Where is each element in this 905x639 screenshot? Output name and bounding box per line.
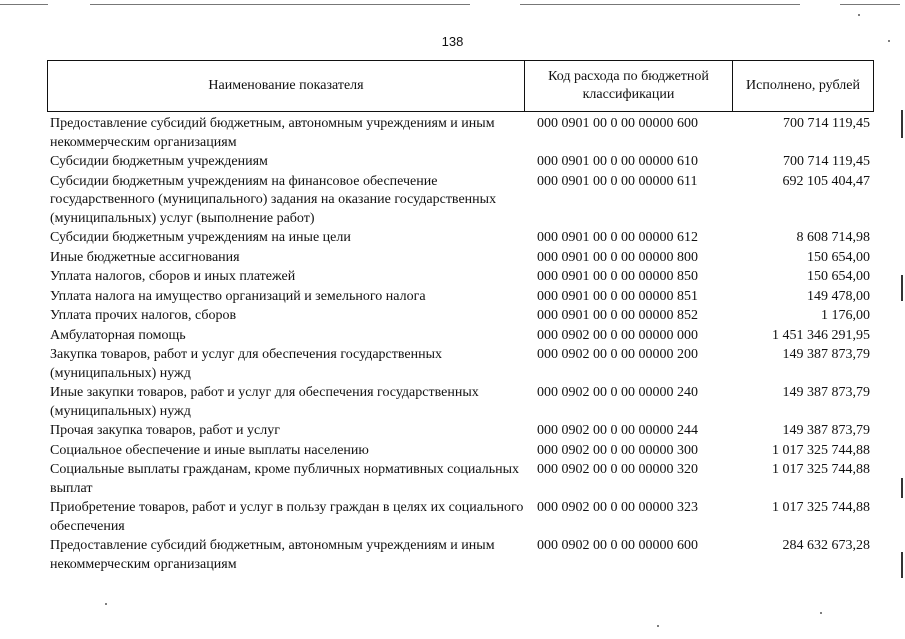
row-name: Уплата налога на имущество организаций и земельного налога xyxy=(50,288,426,304)
scan-edge-line xyxy=(0,4,905,6)
header-amount: Исполнено, рублей xyxy=(746,78,860,93)
row-amount: 149 387 873,79 xyxy=(782,423,870,438)
row-amount: 692 105 404,47 xyxy=(782,173,870,189)
row-amount: 284 632 673,28 xyxy=(782,538,870,553)
row-name: Приобретение товаров, работ и услуг в пользу граждан в целях их социального обеспечения xyxy=(50,500,524,534)
row-code: 000 0901 00 0 00 00000 611 xyxy=(537,173,698,189)
row-amount: 149 387 873,79 xyxy=(782,385,870,400)
page-number: 138 xyxy=(441,34,464,49)
row-code: 000 0901 00 0 00 00000 612 xyxy=(537,230,698,245)
table-row xyxy=(47,115,874,152)
row-amount: 1 017 325 744,88 xyxy=(772,442,870,458)
scan-speck xyxy=(657,625,659,627)
row-code: 000 0901 00 0 00 00000 610 xyxy=(537,154,698,169)
row-name: Закупка товаров, работ и услуг для обеспечения государственных (муниципальных) нужд xyxy=(50,347,443,381)
row-amount: 149 478,00 xyxy=(807,288,870,304)
row-code: 000 0901 00 0 00 00000 850 xyxy=(537,269,698,284)
table-row xyxy=(47,153,874,172)
scan-edge-mark xyxy=(901,110,903,138)
row-name: Предоставление субсидий бюджетным, автономным учреждениям и иным некоммерческим организациям xyxy=(50,538,495,572)
row-code: 000 0902 00 0 00 00000 244 xyxy=(537,423,698,438)
row-code: 000 0901 00 0 00 00000 852 xyxy=(537,308,698,323)
scan-edge-mark xyxy=(901,478,903,498)
scan-edge-mark xyxy=(901,552,903,578)
row-code: 000 0902 00 0 00 00000 300 xyxy=(537,442,698,458)
scan-edge-mark xyxy=(901,275,903,301)
scan-speck xyxy=(105,603,107,605)
row-code: 000 0901 00 0 00 00000 851 xyxy=(537,288,698,304)
table-row xyxy=(47,384,874,421)
row-code: 000 0902 00 0 00 00000 323 xyxy=(537,500,698,515)
table-row xyxy=(47,442,874,461)
row-name: Социальное обеспечение и иные выплаты населению xyxy=(50,442,369,458)
table-row xyxy=(47,173,874,229)
table-row xyxy=(47,307,874,326)
row-name: Уплата прочих налогов, сборов xyxy=(50,308,237,323)
row-amount: 1 176,00 xyxy=(821,308,870,323)
row-name: Уплата налогов, сборов и иных платежей xyxy=(50,269,296,284)
row-code: 000 0902 00 0 00 00000 240 xyxy=(537,385,698,400)
table-row xyxy=(47,346,874,383)
row-code: 000 0902 00 0 00 00000 320 xyxy=(537,462,698,477)
row-amount: 1 017 325 744,88 xyxy=(772,500,870,515)
scan-speck xyxy=(820,612,822,614)
table-body xyxy=(47,115,874,575)
table-row xyxy=(47,229,874,248)
row-name: Амбулаторная помощь xyxy=(50,327,186,343)
row-code: 000 0902 00 0 00 00000 600 xyxy=(537,538,698,553)
table-row xyxy=(47,249,874,268)
table-row xyxy=(47,537,874,574)
row-name: Иные бюджетные ассигнования xyxy=(50,249,240,265)
row-amount: 700 714 119,45 xyxy=(783,154,870,169)
row-amount: 1 017 325 744,88 xyxy=(772,462,870,477)
table-row xyxy=(47,327,874,346)
header-code: Код расхода по бюджетной классификации xyxy=(524,61,733,111)
row-amount: 8 608 714,98 xyxy=(796,230,870,245)
row-name: Субсидии бюджетным учреждениям на финансовое обеспечение государственного (муниципального) задания на оказание государственных (муниципальных) услуг (выполнение работ) xyxy=(50,173,497,226)
table-row xyxy=(47,268,874,287)
row-amount: 700 714 119,45 xyxy=(783,116,870,131)
row-name: Иные закупки товаров, работ и услуг для обеспечения государственных (муниципальных) нужд xyxy=(50,385,479,419)
table-header xyxy=(47,60,874,112)
row-amount: 150 654,00 xyxy=(807,269,870,284)
table-row xyxy=(47,499,874,536)
header-name: Наименование показателя xyxy=(208,78,364,93)
row-code: 000 0901 00 0 00 00000 600 xyxy=(537,116,698,131)
row-amount: 149 387 873,79 xyxy=(782,347,870,362)
scan-speck xyxy=(858,14,860,16)
row-code: 000 0902 00 0 00 00000 000 xyxy=(537,327,698,343)
row-name: Субсидии бюджетным учреждениям xyxy=(50,154,268,169)
table-row xyxy=(47,461,874,498)
table-row xyxy=(47,422,874,441)
row-name: Социальные выплаты гражданам, кроме публичных нормативных социальных выплат xyxy=(50,462,519,496)
row-code: 000 0901 00 0 00 00000 800 xyxy=(537,249,698,265)
row-amount: 1 451 346 291,95 xyxy=(772,327,870,343)
table-row xyxy=(47,288,874,307)
row-name: Предоставление субсидий бюджетным, автономным учреждениям и иным некоммерческим организациям xyxy=(50,116,495,150)
row-name: Прочая закупка товаров, работ и услуг xyxy=(50,423,280,438)
row-name: Субсидии бюджетным учреждениям на иные цели xyxy=(50,230,351,245)
row-code: 000 0902 00 0 00 00000 200 xyxy=(537,347,698,362)
row-amount: 150 654,00 xyxy=(807,249,870,265)
